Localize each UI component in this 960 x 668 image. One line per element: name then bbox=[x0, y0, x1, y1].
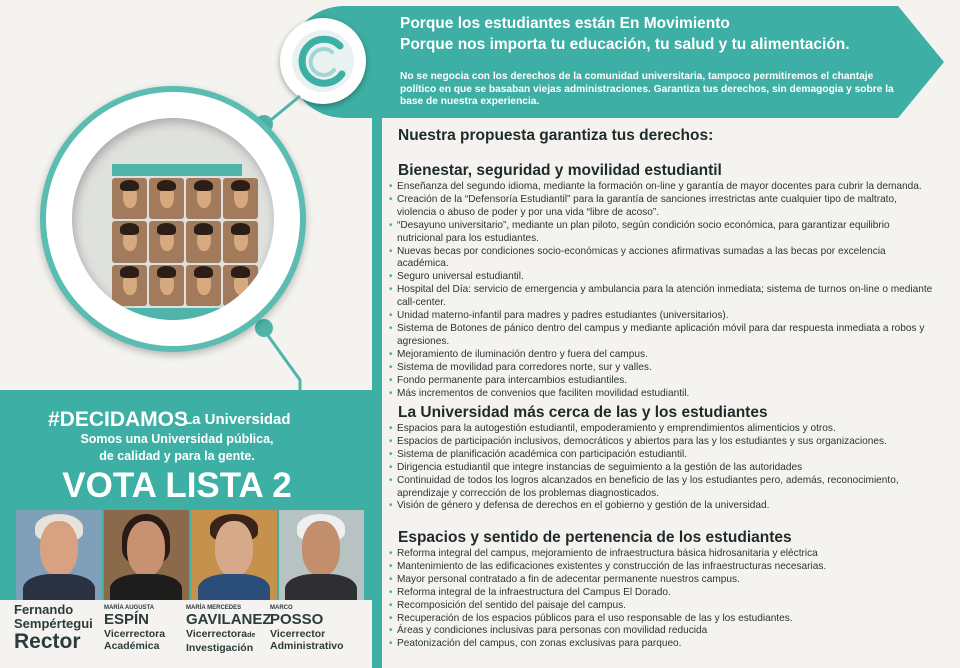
list-item: • Reforma integral del campus, mejoramiento de infraestructura básica hidrosanitaria y eléctrica bbox=[389, 548, 934, 561]
list-item: • Peatonización del campus, con zonas exclusivas para parqueo. bbox=[389, 638, 934, 651]
student-photo bbox=[112, 265, 147, 306]
candidate-given-name: MARÍA MERCEDES bbox=[186, 605, 242, 611]
candidate-surname: GAVILANEZ bbox=[186, 611, 272, 628]
student-photo bbox=[112, 221, 147, 262]
candidate-rector bbox=[14, 603, 93, 653]
list-item: • Espacios de participación inclusivos, democráticos y abiertos para las y los estudiantes y sus organizaciones. bbox=[389, 436, 934, 449]
vote-slogan: VOTA LISTA 2 bbox=[62, 466, 292, 505]
section-title-universidad: La Universidad más cerca de las y los estudiantes bbox=[398, 404, 768, 421]
list-item: • Espacios para la autogestión estudiantil, empoderamiento y emprendimientos alimenticios y otros. bbox=[389, 423, 934, 436]
student-photo bbox=[149, 221, 184, 262]
list-item: • Dirigencia estudiantil que integre instancias de seguimiento a la gestión de las autoridades bbox=[389, 462, 934, 475]
banner-title-line2: Porque nos importa tu educación, tu salud y tu alimentación. bbox=[400, 36, 850, 53]
candidate-posso bbox=[270, 605, 344, 652]
candidate-role: Rector bbox=[14, 630, 81, 653]
banner-title-line1: Porque los estudiantes están En Movimiento bbox=[400, 15, 730, 32]
candidate-role-1: Vicerrectora bbox=[186, 628, 248, 640]
candidate-surname: POSSO bbox=[270, 611, 324, 628]
photo-band-top bbox=[112, 164, 242, 176]
list-item: • Seguro universal estudiantil. bbox=[389, 271, 934, 284]
students-photo-frame bbox=[40, 86, 306, 352]
students-photo-grid bbox=[112, 178, 258, 306]
list-item: • Mayor personal contratado a fin de adecentar permanente nuestros campus. bbox=[389, 574, 934, 587]
section-list-espacios bbox=[389, 548, 934, 651]
student-photo bbox=[149, 178, 184, 219]
candidate-portraits bbox=[16, 510, 364, 602]
section-list-bienestar bbox=[389, 181, 934, 400]
list-item: • Mantenimiento de las edificaciones existentes y construcción de las infraestructuras necesarias. bbox=[389, 561, 934, 574]
candidate-role-2: Académica bbox=[104, 640, 160, 652]
banner-title bbox=[400, 13, 920, 55]
campaign-subtitle bbox=[36, 431, 318, 465]
candidate-photo-academica bbox=[104, 510, 190, 602]
candidate-given-name: MARCO bbox=[270, 605, 293, 611]
list-item: • Visión de género y defensa de derechos en el gobierno y gestión de la universidad. bbox=[389, 500, 934, 513]
student-photo bbox=[112, 178, 147, 219]
candidate-first-name: Fernando bbox=[14, 602, 74, 617]
list-item: • Fondo permanente para intercambios estudiantiles. bbox=[389, 375, 934, 388]
hashtag: #DECIDAMOS bbox=[48, 408, 189, 431]
list-item: • Sistema de Botones de pánico dentro del campus y mediante aplicación móvil para dar respuesta inmediata a robos y agresiones. bbox=[389, 323, 934, 349]
candidate-role-2: Administrativo bbox=[270, 640, 344, 652]
subtitle-line1: Somos una Universidad pública, bbox=[80, 432, 274, 446]
candidate-gavilanez bbox=[186, 605, 272, 654]
list-item: • Áreas y condiciones inclusivas para personas con movilidad reducida bbox=[389, 625, 934, 638]
proposal-title: Nuestra propuesta garantiza tus derechos: bbox=[398, 127, 714, 144]
student-photo bbox=[186, 178, 221, 219]
candidate-photo-investigacion bbox=[191, 510, 277, 602]
student-photo bbox=[223, 178, 258, 219]
list-item: • Sistema de movilidad para corredores norte, sur y valles. bbox=[389, 362, 934, 375]
candidate-role-de: de bbox=[247, 632, 256, 639]
section-title-bienestar: Bienestar, seguridad y movilidad estudiantil bbox=[398, 162, 722, 179]
list-item: • Más incrementos de convenios que faciliten movilidad estudiantil. bbox=[389, 388, 934, 401]
list-item: • Mejoramiento de iluminación dentro y fuera del campus. bbox=[389, 349, 934, 362]
list-item: • Reforma integral de la infraestructura del Campus El Dorado. bbox=[389, 587, 934, 600]
list-item: • Enseñanza del segundo idioma, mediante la formación on-line y garantía de mayor docentes para cubrir la demanda. bbox=[389, 181, 934, 194]
list-item: • Creación de la “Defensoría Estudiantil” para la garantía de sanciones irrestrictas ante cualquier tipo de maltrato, violencia o abuso de poder y por una vida “libre de acoso”. bbox=[389, 194, 934, 220]
students-photo bbox=[72, 118, 274, 320]
list-item: • Nuevas becas por condiciones socio-económicas y acciones afirmativas sumadas a las becas por excelencia académica. bbox=[389, 246, 934, 272]
subtitle-line2: de calidad y para la gente. bbox=[99, 449, 255, 463]
student-photo bbox=[223, 221, 258, 262]
candidate-role bbox=[186, 628, 272, 642]
list-item: • Recomposición del sentido del paisaje del campus. bbox=[389, 600, 934, 613]
student-photo bbox=[186, 221, 221, 262]
section-list-universidad bbox=[389, 423, 934, 513]
list-item: • Unidad materno-infantil para madres y padres estudiantes (universitarios). bbox=[389, 310, 934, 323]
candidate-middle-name: Sempértegui bbox=[14, 616, 93, 631]
candidate-role: Vicerrector bbox=[270, 628, 326, 640]
candidate-surname: ESPÍN bbox=[104, 611, 150, 628]
section-title-espacios: Espacios y sentido de pertenencia de los estudiantes bbox=[398, 529, 792, 546]
candidate-role: Vicerrectora bbox=[104, 628, 166, 640]
banner-body: No se negocia con los derechos de la comunidad universitaria, tampoco permitiremos el chantaje político en que se basaban viejas administraciones. Garantiza tus derechos, sin demagogia y sobre la base de nuestra experiencia. bbox=[400, 71, 894, 107]
list-item: • Hospital del Día: servicio de emergencia y ambulancia para la atención inmediata; sistema de turnos on-line o mediante call-center. bbox=[389, 284, 934, 310]
candidate-role-2: Investigación bbox=[186, 642, 254, 654]
student-photo bbox=[186, 265, 221, 306]
list-item: • Recuperación de los espacios públicos para el uso responsable de las y los estudiantes. bbox=[389, 613, 934, 626]
list-item: • “Desayuno universitario”, mediante un plan piloto, según condición socio económica, para garantizar equilibrio nutricional para los estudiantes. bbox=[389, 220, 934, 246]
candidate-photo-administrativo bbox=[279, 510, 365, 602]
student-photo bbox=[223, 265, 258, 306]
list-item: • Continuidad de todos los logros alcanzados en beneficio de las y los estudiantes pero, además, reconocimiento, aprendizaje y corrección de los problemas diagnosticados. bbox=[389, 475, 934, 501]
list-item: • Sistema de planificación académica con participación estudiantil. bbox=[389, 449, 934, 462]
candidate-photo-rector bbox=[16, 510, 102, 602]
photo-band-bottom bbox=[112, 308, 242, 320]
student-photo bbox=[149, 265, 184, 306]
candidate-espin bbox=[104, 605, 165, 652]
hashtag-rest: La Universidad bbox=[183, 411, 291, 428]
candidate-given-name: MARÍA AUGUSTA bbox=[104, 605, 155, 611]
